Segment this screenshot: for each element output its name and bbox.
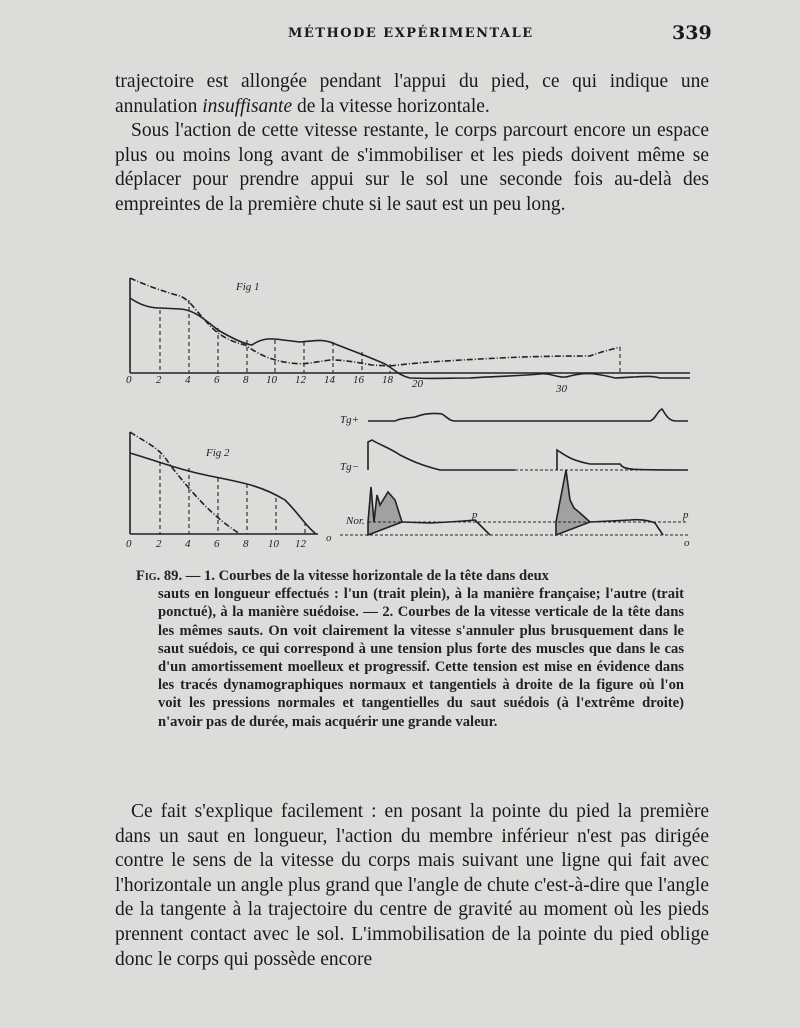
tg-minus-trace: [368, 440, 688, 470]
paragraph-2: Sous l'action de cette vitesse restante, le corps parcourt encore un espace plus ou moins long avant de s'immobiliser et les pieds doivent même se déplacer pour prendre appui sur le sol une seconde fois au-delà des empreintes de la première chute si le saut est un peu long.: [115, 120, 709, 215]
bottom-text: [115, 800, 709, 972]
tg-minus-label: Tg−: [340, 461, 360, 473]
fig1-label: Fig 1: [236, 281, 260, 293]
figure-text-label: 2: [156, 374, 162, 386]
figure-text-label: 10: [268, 538, 279, 550]
tg-plus-trace: [368, 409, 688, 421]
page-number: 339: [672, 22, 712, 44]
figure-text-label: o: [684, 537, 690, 549]
figure-text-label: insuffisante: [202, 95, 293, 117]
figure-text-label: 0: [126, 538, 132, 550]
figure-text-label: 30: [556, 383, 567, 395]
figure-text-label: — 1. Courbes de la vitesse horizontale de la tête dans deux: [182, 568, 549, 584]
figure-text-label: 8: [243, 374, 249, 386]
figure-text-label: o: [326, 532, 332, 544]
figure-text-label: 16: [353, 374, 364, 386]
figure-text-label: 2: [156, 538, 162, 550]
fig2-label: Fig 2: [206, 447, 230, 459]
running-title: MÉTHODE EXPÉRIMENTALE: [288, 26, 534, 41]
figure-text-label: 12: [295, 374, 306, 386]
fig1-chart: [130, 278, 690, 378]
caption-label: Fig. 89.: [136, 568, 183, 584]
figure-text-label: 6: [214, 538, 220, 550]
figure-text-label: 4: [185, 374, 191, 386]
figure-text-label: 20: [412, 378, 423, 390]
nor-trace: [368, 470, 590, 535]
tg-plus-label: Tg+: [340, 414, 360, 426]
figure-text-label: 4: [185, 538, 191, 550]
figure-text-label: p: [472, 509, 478, 521]
figure-text-label: 12: [295, 538, 306, 550]
figure-text-label: de la vitesse horizontale.: [292, 95, 490, 117]
dynamograph-traces: [340, 409, 688, 535]
figure-text-label: p: [683, 509, 689, 521]
paragraph-3: Ce fait s'explique facilement : en posant la pointe du pied la première dans un saut en longueur, l'action du membre inférieur n'est pas dirigée contre le sens de la vitesse du corps mais suivant une ligne qui fait avec l'horizontale un angle plus grand que l'angle de chute c'est-à-dire que l'angle de la tangente à la trajectoire du centre de gravité au moment où les pieds prennent contact avec le sol. L'immobilisation de la pointe du pied oblige donc le corps qui possède encore: [115, 801, 709, 970]
figure-text-label: 0: [126, 374, 132, 386]
fig2-solid-curve: [130, 453, 316, 534]
figure-text-label: 10: [266, 374, 277, 386]
figure-text-label: trajectoire est allongée pendant l'appui du pied, ce qui indique une annulation: [115, 71, 709, 117]
figure-text-label: 14: [324, 374, 335, 386]
figure-text-label: 6: [214, 374, 220, 386]
figure-caption: [136, 567, 684, 731]
fig2-gridlines: [160, 455, 305, 534]
fig1-dashed-curve: [130, 278, 620, 366]
nor-label: Nor.: [346, 515, 365, 527]
figure-text-label: 18: [382, 374, 393, 386]
figure-text-label: sauts en longueur effectués : l'un (trait plein), à la manière française; l'autre (trait ponctué), à la manière suédoise. — 2. Courbes de la vitesse verticale de la tête dans les mêmes sauts. On voit clairement la vitesse s'annuler plus brusquement dans le saut suédois, ce qui correspond à une tension plus forte des muscles que dans le cas d'un amortissement moelleux et progressif. Cette tension est mise en évidence dans les tracés dynamographiques normaux et tangentiels à droite de la figure où l'on voit les pressions normales et tangentielles du saut suédois (à l'extrême droite) n'avoir pas de durée, mais acquérir une grande valeur.: [158, 586, 684, 730]
fig1-solid-curve: [130, 298, 690, 378]
figure-text-label: 8: [243, 538, 249, 550]
